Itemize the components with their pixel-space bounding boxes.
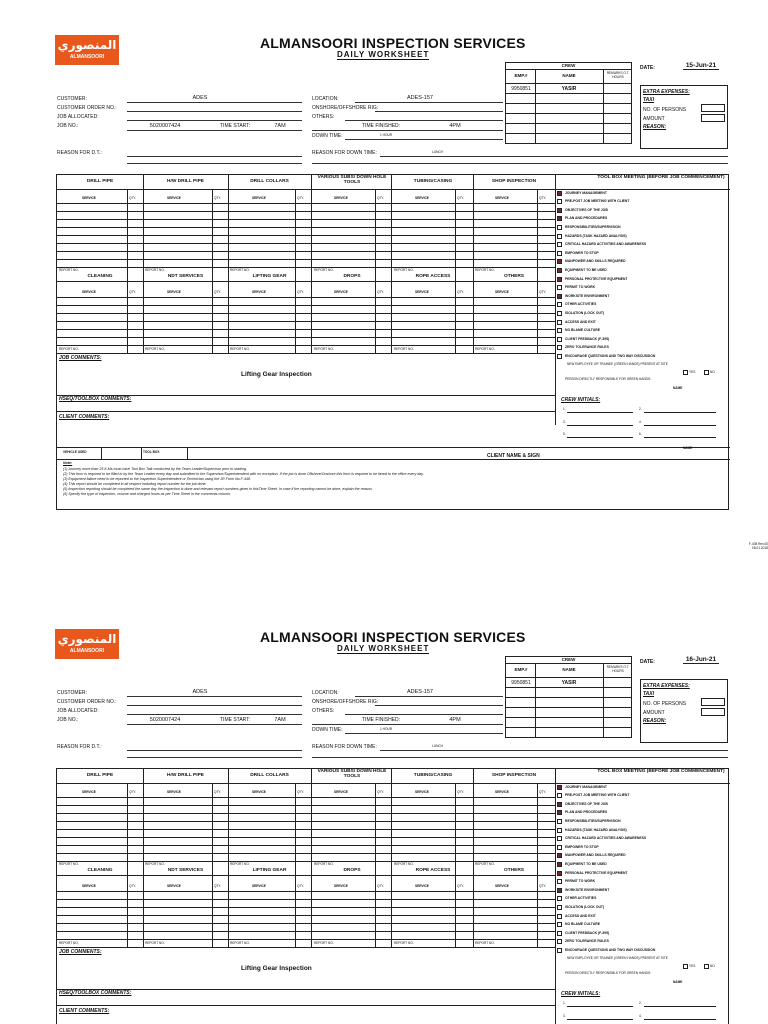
toolbox-item [557, 189, 607, 197]
toolbox-checkbox[interactable] [557, 345, 562, 350]
initial-2-label: 2. [639, 407, 642, 411]
toolbox-item-label: ENCOURAGE QUESTIONS AND TWO WAY DISCUSSION [565, 947, 656, 952]
toolbox-item [557, 929, 609, 937]
toolbox-item [557, 232, 627, 240]
toolbox-checkbox[interactable] [557, 862, 562, 867]
toolbox-item-label: OBJECTIVES OF THE JOB [565, 801, 608, 806]
toolbox-checkbox[interactable] [557, 225, 562, 230]
date-label: DATE: [640, 65, 655, 71]
toolbox-item-label: WORKSITE ENVIRONMENT [565, 293, 610, 298]
toolbox-checkbox[interactable] [557, 810, 562, 815]
toolbox-item-label: PERSONAL PROTECTIVE EQUIPMENT [565, 870, 628, 875]
initial-1-label: 1. [563, 407, 566, 411]
toolbox-item [557, 275, 627, 283]
toolbox-item-label: PERMIT TO WORK [565, 879, 596, 884]
toolbox-checkbox[interactable] [557, 199, 562, 204]
toolbox-checkbox[interactable] [557, 948, 562, 953]
toolbox-item-label: CRITICAL HAZARD ACTIVITIES AND AWARENESS [565, 836, 647, 841]
toolbox-item-label: JOURNEY MANAGEMENT [565, 190, 607, 195]
persons-input[interactable] [701, 104, 725, 112]
initial-5-label: 5. [563, 432, 566, 436]
worksheet-2: المنصوري ALMANSOORI ALMANSOORI INSPECTION SERVICES DAILY WORKSHEET CREW EMP.# NAME REMARKS O.T. HOURS 9950851 YASIR DATE: 16-Jun-21 EXTRA EXPENSES: TAXI NO. OF PERSONS AMOUNT REASON: CUSTOMER: ADES CUSTOMER ORDER NO.: JOB ALLOCATED: JOB NO.: 5020007424 TIME START: 7AM LOCATION: ADES-157 ONSHORE/OFFSHORE RIG: OTHERS: TIME FINISHED: 4PM DOWN TIME: 1 HOUR REASON FOR D.T.: REASON FOR DOWN TIME: LUNCH DRILL PIPE H/W DRILL PIPE DRILL COLLARS VARIOUS SUBS/ DOWN HOLE TOOLS TUBING/CASING SHOP INSPECTION SERVICE QTY. SERVICE QTY. SERVICE QTY. SERVICE QTY. SERVICE QTY. SERVICE QTY. REPORT NO. REPORT NO. REPORT NO. REPORT NO. REPORT NO. REPORT NO. CLEANING NDT SERVICES LIFTING GEAR DROPS ROPE ACCESS OTHERS SERVICE QTY. SERVICE QTY. SERVICE QTY. SERVICE QTY. SERVICE QTY. SERVICE QTY. REPORT NO. REPORT NO. REPORT NO. REPORT NO. REPORT NO. REPORT NO. JOB COMMENTS: Lifting Gear Inspection HSEQ/TOOLBOX COMMENTS: CLIENT COMMENTS: TOOL BOX MEETING (BEFORE JOB COMMENCEMENT) JOURNEY MANAGEMENT PRE-POST JOB MEETING WITH CLIENT OBJECTIVES OF THE JOB PLAN AND PROCEDURES RESPONSIBILITIES/SUPERVISION HAZARDS (TASK HAZARD ANALYSIS) CRITICAL HAZARD ACTIVITIES AND AWARENESS EMPOWER TO STOP MANPOWER AND SKILLS REQUIRED EQUIPMENT TO BE USED PERSONAL PROTECTIVE EQUIPMENT PERMIT TO WORK WORKSITE ENVIRONMENT OTHER ACTIVITIES ISOLATION (LOCK OUT) ACCESS AND EXIT NO BLAME CULTURE CLIENT FEEDBACK (F-395) ZERO TOLERANCE RULES ENCOURAGE QUESTIONS AND TWO WAY DISCUSSION NEW EMPLOYEE OR TRAINEE (GREEN HANDS) PRESENT AT SITE YES NO PERSON DIRECTLY RESPONSIBLE FOR GREEN HANDS: NAME CREW INITIALS: 1. 2. 3. 4. [0, 594, 768, 1024]
toolbox-item-label: JOURNEY MANAGEMENT [565, 784, 607, 789]
toolbox-checkbox[interactable] [557, 208, 562, 213]
location-value: ADES-157 [407, 95, 433, 101]
toolbox-item [557, 809, 607, 817]
toolbox-checkbox[interactable] [557, 294, 562, 299]
toolbox-checkbox[interactable] [557, 268, 562, 273]
toolbox-item-label: OTHER ACTIVITIES [565, 302, 597, 307]
customer-value: ADES [192, 95, 208, 101]
inspection-grid: DRILL PIPE H/W DRILL PIPE DRILL COLLARS VARIOUS SUBS/ DOWN HOLE TOOLS TUBING/CASING SHOP INSPECTION SERVICE QTY. SERVICE QTY. SERVICE QTY. SERVICE QTY. SERVICE QTY. SERVICE QTY. REPORT NO. REPORT NO. REPORT NO. REPORT NO. REPORT NO. REPORT NO. CLEANING NDT SERVICES LIFTING GEAR DROPS ROPE ACCESS OTHERS SERVICE QTY. SERVICE QTY. SERVICE QTY. SERVICE QTY. SERVICE QTY. SERVICE QTY. REPORT NO. REPORT NO. REPORT NO. REPORT NO. REPORT NO. REPORT NO. JOB COMMENTS: Lifting Gear Inspection HSEQ/TOOLBOX COMMENTS: CLIENT COMMENTS: TOOL BOX MEETING (BEFORE JOB COMMENCEMENT) JOURNEY MANAGEMENT PRE-POST JOB MEETING WITH CLIENT OBJECTIVES OF THE JOB PLAN AND PROCEDURES RESPONSIBILITIES/SUPERVISION HAZARDS (TASK HAZARD ANALYSIS) CRITICAL HAZARD ACTIVITIES AND AWARENESS EMPOWER TO STOP MANPOWER AND SKILLS REQUIRED EQUIPMENT TO BE USED PERSONAL PROTECTIVE EQUIPMENT PERMIT TO WORK WORKSITE ENVIRONMENT OTHER ACTIVITIES ISOLATION (LOCK OUT) ACCESS AND EXIT NO BLAME CULTURE CLIENT FEEDBACK (F-395) ZERO TOLERANCE RULES ENCOURAGE QUESTIONS AND TWO WAY DISCUSSION NEW EMPLOYEE OR TRAINEE (GREEN HANDS) PRESENT AT SITE YES NO PERSON DIRECTLY RESPONSIBLE FOR GREEN HANDS: NAME CREW INITIALS: 1. 2. 3. 4. [56, 768, 729, 1024]
toolbox-checkbox[interactable] [557, 853, 562, 858]
toolbox-item [557, 318, 596, 326]
toolbox-item-label: CLIENT FEEDBACK (F-395) [565, 930, 610, 935]
toolbox-checkbox[interactable] [557, 931, 562, 936]
remarks-header: REMARKS O.T. HOURS [606, 71, 630, 79]
toolbox-checkbox[interactable] [557, 905, 562, 910]
toolbox-item [557, 292, 609, 300]
toolbox-item-label: CLIENT FEEDBACK (F-395) [565, 336, 610, 341]
toolbox-checkbox[interactable] [557, 845, 562, 850]
toolbox-item-label: PERMIT TO WORK [565, 285, 596, 290]
toolbox-item [557, 352, 655, 360]
toolbox-item [557, 258, 626, 266]
toolbox-checkbox[interactable] [557, 802, 562, 807]
toolbox-item [557, 843, 599, 851]
toolbox-item [557, 835, 646, 843]
toolbox-item-label: PRE-POST JOB MEETING WITH CLIENT [565, 793, 630, 798]
toolbox-item-label: ZERO TOLERANCE RULES [565, 345, 609, 350]
yes-checkbox[interactable] [683, 370, 688, 375]
amount-input[interactable] [701, 114, 725, 122]
toolbox-checkbox[interactable] [557, 328, 562, 333]
toolbox-item-label: OBJECTIVES OF THE JOB [565, 207, 608, 212]
toolbox-checkbox[interactable] [557, 939, 562, 944]
toolbox-checkbox[interactable] [557, 354, 562, 359]
persons-input[interactable] [701, 698, 725, 706]
initial-2-label: 2. [639, 1001, 642, 1005]
toolbox-item [557, 249, 599, 257]
toolbox-item-label: PERSONAL PROTECTIVE EQUIPMENT [565, 276, 628, 281]
toolbox-checkbox[interactable] [557, 311, 562, 316]
toolbox-item-label: MANPOWER AND SKILLS REQUIRED [565, 853, 626, 858]
toolbox-item-label: ISOLATION (LOCK OUT) [565, 904, 605, 909]
inspection-grid: DRILL PIPE H/W DRILL PIPE DRILL COLLARS VARIOUS SUBS/ DOWN HOLE TOOLS TUBING/CASING SHOP INSPECTION SERVICE QTY. SERVICE QTY. SERVICE QTY. SERVICE QTY. SERVICE QTY. SERVICE QTY. REPORT NO. REPORT NO. REPORT NO. REPORT NO. REPORT NO. REPORT NO. CLEANING NDT SERVICES LIFTING GEAR DROPS ROPE ACCESS OTHERS SERVICE QTY. SERVICE QTY. SERVICE QTY. SERVICE QTY. SERVICE QTY. SERVICE QTY. REPORT NO. REPORT NO. REPORT NO. REPORT NO. REPORT NO. REPORT NO. JOB COMMENTS: Lifting Gear Inspection HSEQ/TOOLBOX COMMENTS: CLIENT COMMENTS: VEHICLE USED TOOL BOX CLIENT NAME & SIGN NAME Note: (1) Journey more than 25 K.Ms must have Tool Box Talk conducted by the Team Leader/Supervisor prior to starting. (2) This form is required to be filled in by the Team Leader every day and submitted to the Supervisor/Superintendent with no exception. If the job is done Offshore/Onshore this form is required to be faxed to the office every day. (3) Equipment failure need to be reported to the Inspection Superintendent or Technician using the JR Form No.F-448. (4) This report should be completed in all respect including report number for the job done. (5) Inspection reporting should be completed the same day the inspection is done and relevant report numbers given in thisTime Sheet. In case if the reporting cannot be done, explain the reason. (6) Specify the type of inspection, volume and charged hours as per Time Sheet in the comments column. TOOL BOX MEETING (BEFORE JOB COMMENCEMENT) JOURNEY MANAGEMENT PRE-POST JOB MEETING WITH CLIENT OBJECTIVES OF THE JOB PLAN AND PROCEDURES RESPONSIBILITIES/SUPERVISION HAZARDS (TASK HAZARD ANALYSIS) CRITICAL HAZARD ACTIVITIES AND AWARENESS EMPOWER TO STOP MANPOWER AND SKILLS REQUIRED EQUIPMENT TO BE USED PERSONAL PROTECTIVE EQUIPMENT PERMIT TO WORK WORKSITE ENVIRONMENT OTHER ACTIVITIES ISOLATION (LOCK OUT) ACCESS AND EXIT NO BLAME CULTURE CLIENT FEEDBACK (F-395) ZERO TOLERANCE RULES ENCOURAGE QUESTIONS AND TWO WAY DISCUSSION NEW EMPLOYEE OR TRAINEE (GREEN HANDS) PRESENT AT SITE YES NO PERSON DIRECTLY RESPONSIBLE FOR GREEN HANDS: NAME CREW INITIALS: 1. 2. 3. 4. 5. 6. [56, 174, 729, 510]
toolbox-item-label: PLAN AND PROCEDURES [565, 216, 608, 221]
toolbox-item [557, 215, 607, 223]
toolbox-checkbox[interactable] [557, 836, 562, 841]
toolbox-item-label: EMPOWER TO STOP [565, 250, 599, 255]
toolbox-checkbox[interactable] [557, 793, 562, 798]
toolbox-checkbox[interactable] [557, 819, 562, 824]
initial-3-label: 3. [563, 420, 566, 424]
initial-4-label: 4. [639, 1014, 642, 1018]
toolbox-checkbox[interactable] [557, 879, 562, 884]
page-title: ALMANSOORI INSPECTION SERVICES [260, 35, 526, 51]
toolbox-item [557, 327, 600, 335]
toolbox-item-label: ZERO TOLERANCE RULES [565, 939, 609, 944]
name-value: YASIR [561, 86, 577, 92]
toolbox-item [557, 886, 609, 894]
toolbox-checkbox[interactable] [557, 242, 562, 247]
toolbox-checkbox[interactable] [557, 302, 562, 307]
toolbox-item [557, 198, 629, 206]
toolbox-item-label: CRITICAL HAZARD ACTIVITIES AND AWARENESS [565, 242, 647, 247]
toolbox-checkbox[interactable] [557, 888, 562, 893]
toolbox-item-label: ACCESS AND EXIT [565, 913, 596, 918]
worksheet-1: المنصوري ALMANSOORI ALMANSOORI INSPECTION SERVICES DAILY WORKSHEET CREW EMP.# NAME REMARKS O.T. HOURS 9950851 YASIR DATE: 15-Jun-21 EXTRA EXPENSES: TAXI NO. OF PERSONS AMOUNT REASON: CUSTOMER: ADES CUSTOMER ORDER NO.: JOB ALLOCATED: JOB NO.: 5020007424 TIME START: 7AM LOCATION: ADES-157 ONSHORE/OFFSHORE RIG: OTHERS: TIME FINISHED: 4PM DOWN TIME: 1 HOUR REASON FOR D.T.: REASON FOR DOWN TIME: LUNCH DRILL PIPE H/W DRILL PIPE DRILL COLLARS VARIOUS SUBS/ DOWN HOLE TOOLS TUBING/CASING SHOP INSPECTION SERVICE QTY. SERVICE QTY. SERVICE QTY. SERVICE QTY. SERVICE QTY. SERVICE QTY. REPORT NO. REPORT NO. REPORT NO. REPORT NO. REPORT NO. REPORT NO. CLEANING NDT SERVICES LIFTING GEAR DROPS ROPE ACCESS OTHERS SERVICE QTY. SERVICE QTY. SERVICE QTY. SERVICE QTY. SERVICE QTY. SERVICE QTY. REPORT NO. REPORT NO. REPORT NO. REPORT NO. REPORT NO. REPORT NO. JOB COMMENTS: Lifting Gear Inspection HSEQ/TOOLBOX COMMENTS: CLIENT COMMENTS: VEHICLE USED TOOL BOX CLIENT NAME & SIGN NAME Note: (1) Journey more than 25 K.Ms must have Tool Box Talk conducted by the Team Leader/Supervisor prior to starting. (2) This form is required to be filled in by the Team Leader every day and submitted to the Supervisor/Superintendent with no exception. If the job is done Offshore/Onshore this form is required to be faxed to the office every day. (3) Equipment failure need to be reported to the Inspection Superintendent or Technician using the JR Form No.F-448. (4) This report should be completed in all respect including report number for the job done. (5) Inspection reporting should be completed the same day the inspection is done and relevant report numbers given in thisTime Sheet. In case if the reporting cannot be done, explain the reason. (6) Specify the type of inspection, volume and charged hours as per Time Sheet in the comments column. TOOL BOX MEETING (BEFORE JOB COMMENCEMENT) JOURNEY MANAGEMENT PRE-POST JOB MEETING WITH CLIENT OBJECTIVES OF THE JOB PLAN AND PROCEDURES RESPONSIBILITIES/SUPERVISION HAZARDS (TASK HAZARD ANALYSIS) CRITICAL HAZARD ACTIVITIES AND AWARENESS EMPOWER TO STOP MANPOWER AND SKILLS REQUIRED EQUIPMENT TO BE USED PERSONAL PROTECTIVE EQUIPMENT PERMIT TO WORK WORKSITE ENVIRONMENT OTHER ACTIVITIES ISOLATION (LOCK OUT) ACCESS AND EXIT NO BLAME CULTURE CLIENT FEEDBACK (F-395) ZERO TOLERANCE RULES ENCOURAGE QUESTIONS AND TWO WAY DISCUSSION NEW EMPLOYEE OR TRAINEE (GREEN HANDS) PRESENT AT SITE YES NO PERSON DIRECTLY RESPONSIBLE FOR GREEN HANDS: NAME CREW INITIALS: 1. 2. 3. 4. 5. 6. F-408 Rev.00 08.01.2018 [57, 35, 768, 550]
toolbox-item [557, 912, 596, 920]
toolbox-item [557, 284, 595, 292]
name-header: NAME [562, 73, 576, 78]
toolbox-item-label: EQUIPMENT TO BE USED [565, 861, 607, 866]
page-subtitle: DAILY WORKSHEET [337, 644, 430, 653]
toolbox-title: TOOL BOX MEETING (BEFORE JOB COMMENCEMENT) [597, 175, 725, 180]
toolbox-item [557, 946, 655, 954]
page-subtitle: DAILY WORKSHEET [337, 50, 430, 59]
toolbox-item [557, 301, 596, 309]
toolbox-item [557, 792, 629, 800]
toolbox-checkbox[interactable] [557, 216, 562, 221]
toolbox-checkbox[interactable] [557, 914, 562, 919]
toolbox-item-label: PRE-POST JOB MEETING WITH CLIENT [565, 199, 630, 204]
toolbox-item-label: ACCESS AND EXIT [565, 319, 596, 324]
toolbox-item [557, 241, 646, 249]
toolbox-checkbox[interactable] [557, 320, 562, 325]
toolbox-item [557, 878, 595, 886]
toolbox-item-label: RESPONSIBILITIES/SUPERVISION [565, 818, 621, 823]
toolbox-item [557, 903, 604, 911]
toolbox-item [557, 895, 596, 903]
toolbox-checkbox[interactable] [557, 828, 562, 833]
toolbox-checkbox[interactable] [557, 896, 562, 901]
toolbox-checkbox[interactable] [557, 259, 562, 264]
toolbox-item-label: WORKSITE ENVIRONMENT [565, 887, 610, 892]
toolbox-item [557, 783, 607, 791]
toolbox-checkbox[interactable] [557, 234, 562, 239]
toolbox-item [557, 344, 609, 352]
crew-title: CREW [506, 63, 631, 70]
amount-input[interactable] [701, 708, 725, 716]
toolbox-item [557, 266, 607, 274]
extra-expenses-box: EXTRA EXPENSES: TAXI NO. OF PERSONS AMOUNT REASON: [640, 679, 728, 743]
toolbox-item-label: NO BLAME CULTURE [565, 922, 600, 927]
toolbox-item [557, 800, 608, 808]
date-value: 16-Jun-21 [683, 657, 719, 664]
toolbox-item [557, 860, 607, 868]
initial-3-label: 3. [563, 1014, 566, 1018]
toolbox-item [557, 921, 600, 929]
page-title: ALMANSOORI INSPECTION SERVICES [260, 629, 526, 645]
toolbox-checkbox[interactable] [557, 191, 562, 196]
toolbox-item-label: RESPONSIBILITIES/SUPERVISION [565, 224, 621, 229]
toolbox-item-label: EQUIPMENT TO BE USED [565, 267, 607, 272]
toolbox-checkbox[interactable] [557, 785, 562, 790]
toolbox-item-label: EMPOWER TO STOP [565, 844, 599, 849]
toolbox-checkbox[interactable] [557, 871, 562, 876]
toolbox-item [557, 206, 608, 214]
emp-header: EMP.# [514, 73, 528, 78]
initial-4-label: 4. [639, 420, 642, 424]
toolbox-item [557, 817, 621, 825]
toolbox-item [557, 223, 621, 231]
toolbox-item-label: MANPOWER AND SKILLS REQUIRED [565, 259, 626, 264]
toolbox-checkbox[interactable] [557, 922, 562, 927]
no-checkbox[interactable] [704, 964, 709, 969]
toolbox-item-label: OTHER ACTIVITIES [565, 896, 597, 901]
emp-value: 9950851 [511, 86, 531, 92]
toolbox-item-label: HAZARDS (TASK HAZARD ANALYSIS) [565, 827, 627, 832]
toolbox-item [557, 938, 609, 946]
job-comments-text: Lifting Gear Inspection [241, 371, 312, 378]
extra-expenses-box: EXTRA EXPENSES: TAXI NO. OF PERSONS AMOUNT REASON: [640, 85, 728, 149]
date-value: 15-Jun-21 [683, 63, 719, 70]
toolbox-item-label: HAZARDS (TASK HAZARD ANALYSIS) [565, 233, 627, 238]
toolbox-item-label: ISOLATION (LOCK OUT) [565, 310, 605, 315]
company-logo: المنصوري ALMANSOORI [55, 629, 119, 659]
crew-table: CREW EMP.# NAME REMARKS O.T. HOURS 9950851 YASIR [505, 656, 632, 738]
yes-checkbox[interactable] [683, 964, 688, 969]
toolbox-item [557, 869, 627, 877]
job-comments-label: JOB COMMENTS: [59, 355, 102, 361]
company-logo: المنصوري ALMANSOORI [55, 35, 119, 65]
toolbox-item-label: ENCOURAGE QUESTIONS AND TWO WAY DISCUSSION [565, 353, 656, 358]
toolbox-item [557, 826, 627, 834]
job-number: 5020007424 [149, 123, 181, 129]
toolbox-checkbox[interactable] [557, 337, 562, 342]
toolbox-item [557, 309, 604, 317]
crew-table [505, 62, 632, 144]
initial-1-label: 1. [563, 1001, 566, 1005]
initial-6-label: 6. [639, 432, 642, 436]
toolbox-item-label: PLAN AND PROCEDURES [565, 810, 608, 815]
toolbox-item-label: NO BLAME CULTURE [565, 328, 600, 333]
no-checkbox[interactable] [704, 370, 709, 375]
form-reference: F-408 Rev.00 08.01.2018 [748, 542, 768, 550]
toolbox-checkbox[interactable] [557, 277, 562, 282]
toolbox-item [557, 852, 626, 860]
toolbox-checkbox[interactable] [557, 285, 562, 290]
toolbox-checkbox[interactable] [557, 251, 562, 256]
toolbox-item [557, 335, 609, 343]
